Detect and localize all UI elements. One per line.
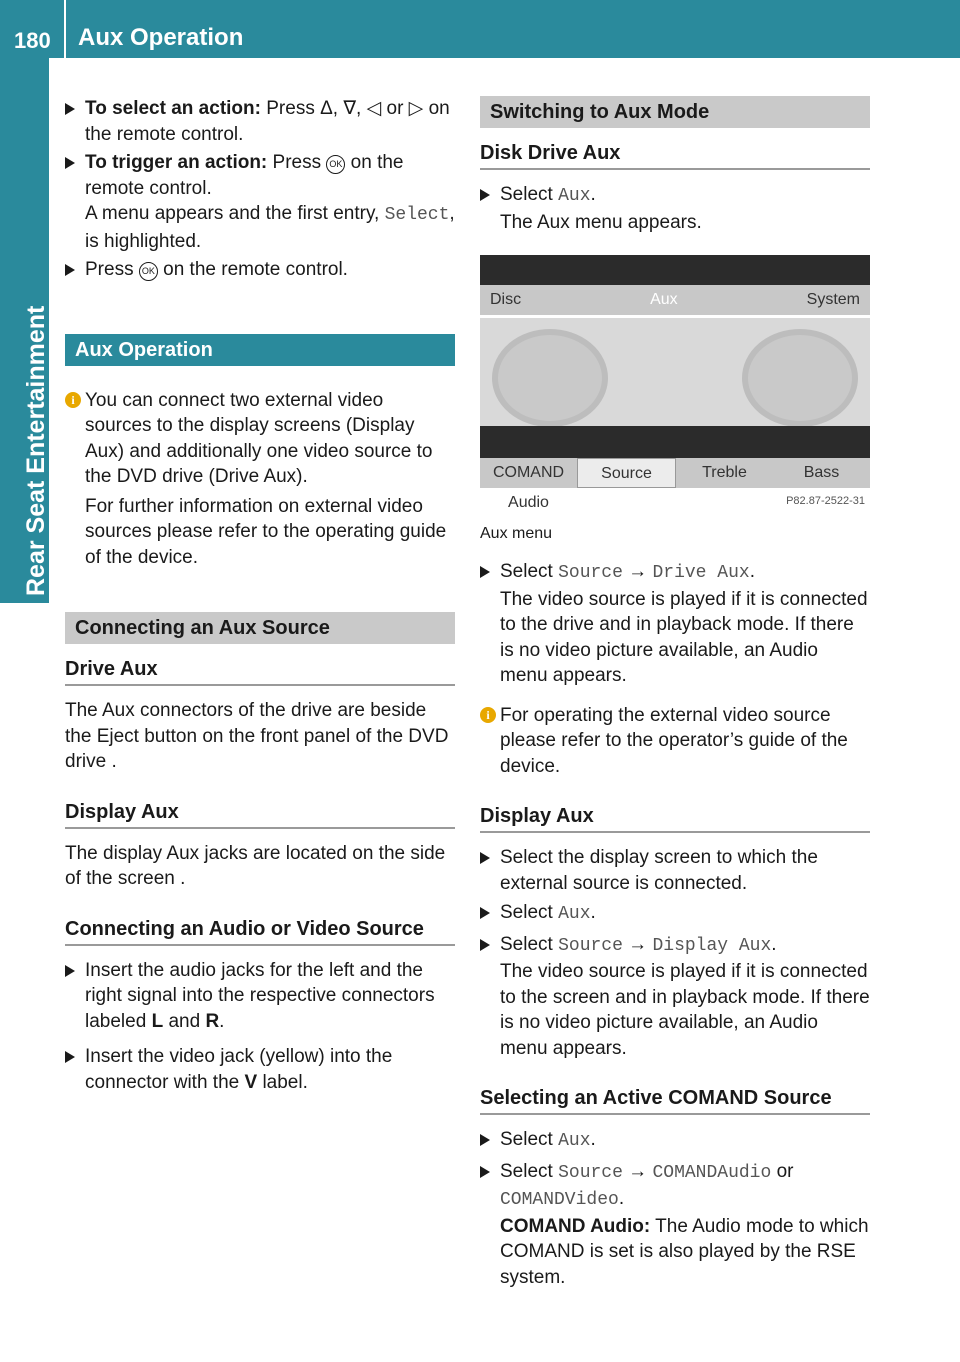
menu-entry-source: Source <box>558 935 623 956</box>
subheading-display-aux-2: Display Aux <box>480 805 870 833</box>
step-arrow-icon <box>480 1134 490 1146</box>
step-arrow-icon <box>480 852 490 864</box>
info-note <box>65 388 455 571</box>
step-text: and <box>163 1010 206 1032</box>
step-select-display-aux <box>480 932 870 1062</box>
bass-button: Bass <box>803 464 840 481</box>
step-select-comand <box>480 1159 870 1291</box>
step-arrow-icon <box>65 103 75 115</box>
step-text: label. <box>257 1071 308 1093</box>
step-text: Insert the video jack (yellow) into the connector with the <box>85 1046 393 1093</box>
screenshot-tab-row <box>480 285 870 315</box>
header-bar <box>0 0 960 58</box>
step-text: Press <box>267 152 327 173</box>
step-select-action <box>65 96 455 147</box>
step-arrow-icon <box>480 907 490 919</box>
step-label: To trigger an action: <box>85 152 268 173</box>
label-l: L <box>151 1010 164 1032</box>
subheading-drive-aux: Drive Aux <box>65 658 455 686</box>
menu-entry-source: Source <box>558 1162 623 1183</box>
step-text: Select the display screen to which the external source is connected. <box>500 847 818 894</box>
label-r: R <box>205 1010 220 1032</box>
info-icon: i <box>65 392 81 408</box>
step-text: The Aux menu appears. <box>500 211 702 233</box>
step-text: Select <box>500 561 559 582</box>
step-arrow-icon <box>65 965 75 977</box>
step-text: → <box>622 933 653 955</box>
step-text: Insert the audio jacks for the left and the right signal into the respective connectors labeled <box>85 959 435 1032</box>
step-label: COMAND Audio: <box>500 1215 651 1237</box>
source-button: Source <box>577 458 676 488</box>
step-text: . <box>771 933 777 955</box>
step-text: Select <box>500 933 559 955</box>
menu-entry-drive-aux: Drive Aux <box>652 563 750 583</box>
figure-caption: Aux menu <box>480 525 553 542</box>
section-heading-connecting: Connecting an Aux Source <box>65 612 455 644</box>
ok-button-icon: OK <box>139 262 158 281</box>
step-text: Select <box>500 1129 559 1150</box>
step-insert-video <box>65 1044 455 1095</box>
label-v: V <box>244 1071 258 1093</box>
step-text: or <box>771 1160 794 1182</box>
menu-entry-aux: Aux <box>558 1131 591 1151</box>
menu-entry-comandvideo: COMANDVideo <box>500 1190 619 1210</box>
step-text: . <box>590 184 596 205</box>
step-text: . <box>749 561 755 582</box>
display-aux-text: The display Aux jacks are located on the side of the screen . <box>65 842 446 889</box>
menu-entry-select: Select <box>384 205 450 225</box>
tab-system: System <box>806 291 860 308</box>
side-tab <box>0 58 49 603</box>
step-text: . <box>219 1010 225 1032</box>
step-text: Select <box>500 184 559 205</box>
step-select-aux <box>480 182 870 235</box>
section-heading-switching: Switching to Aux Mode <box>480 96 870 128</box>
subheading-active-source: Selecting an Active COMAND Source <box>480 1087 870 1115</box>
step-text: on the remote control. <box>157 259 348 280</box>
step-insert-audio <box>65 958 455 1035</box>
tab-aux: Aux <box>650 291 678 308</box>
step-text: Select <box>500 902 559 923</box>
menu-entry-aux: Aux <box>558 904 591 924</box>
subheading-audio-video: Connecting an Audio or Video Source <box>65 918 455 946</box>
step-text: → <box>622 1160 653 1182</box>
headphones-image <box>480 318 870 426</box>
step-text: Press Δ, ∇, ◁ or ▷ on the remote control. <box>85 98 450 145</box>
step-text: The video source is played if it is connected to the drive and in playback mode. If there is no video picture available, an Audio menu appears. <box>500 588 868 686</box>
step-trigger-action <box>65 150 455 254</box>
step-text: A menu appears and the first entry, <box>85 203 385 224</box>
tab-disc: Disc <box>490 291 522 308</box>
menu-entry-comandaudio: COMANDAudio <box>652 1162 772 1183</box>
step-text: The Audio mode to which COMAND is set is also played by the RSE system. <box>500 1215 869 1288</box>
step-select-display <box>480 845 870 896</box>
step-text: , is highlighted. <box>85 203 455 252</box>
step-arrow-icon <box>65 157 75 169</box>
side-tab-label: Rear Seat Entertainment <box>22 305 50 596</box>
menu-entry-display-aux: Display Aux <box>652 935 772 956</box>
left-column <box>65 96 455 1099</box>
drive-aux-text: The Aux connectors of the drive are beside the Eject button on the front panel of the DVD drive . <box>65 700 449 772</box>
menu-entry-aux: Aux <box>558 186 591 206</box>
step-text: Press <box>85 259 139 280</box>
menu-entry-source: Source <box>558 563 623 583</box>
image-code: P82.87-2522-31 <box>786 495 865 507</box>
step-select-drive-aux <box>480 559 870 689</box>
info-text: For further information on external video sources please refer to the operating guide of the device. <box>85 495 447 568</box>
subheading-display-aux: Display Aux <box>65 801 455 829</box>
step-text: → <box>622 561 653 582</box>
step-text: . <box>590 902 596 923</box>
step-arrow-icon <box>480 939 490 951</box>
aux-menu-screenshot <box>480 255 870 517</box>
step-select-aux-3 <box>480 1127 870 1155</box>
ok-button-icon: OK <box>326 155 345 174</box>
info-text: For operating the external video source please refer to the operator’s guide of the device. <box>500 704 848 777</box>
step-text: The video source is played if it is connected to the screen and in playback mode. If there is no video picture available, an Audio menu appears. <box>500 961 870 1059</box>
info-note <box>480 703 870 780</box>
right-column <box>480 96 870 1294</box>
step-arrow-icon <box>480 189 490 201</box>
screenshot-bottom-bar <box>480 426 870 458</box>
step-arrow-icon <box>480 1166 490 1178</box>
step-arrow-icon <box>65 264 75 276</box>
step-arrow-icon <box>480 566 490 578</box>
step-press-ok <box>65 257 455 283</box>
header-divider <box>64 0 66 58</box>
comand-audio-button: COMAND Audio <box>492 464 565 511</box>
info-icon: i <box>480 707 496 723</box>
subheading-disk-drive-aux: Disk Drive Aux <box>480 142 870 170</box>
step-arrow-icon <box>65 1051 75 1063</box>
step-select-aux-2 <box>480 900 870 928</box>
step-text: . <box>590 1129 596 1150</box>
page-number: 180 <box>14 28 51 53</box>
treble-button: Treble <box>702 464 747 481</box>
step-label: To select an action: <box>85 98 261 119</box>
info-text: You can connect two external video sources to the display screens (Display Aux) and additionally one video source to the DVD drive (Drive Aux). <box>85 389 433 487</box>
step-text: Select <box>500 1160 559 1182</box>
step-text: on the remote control. <box>85 152 404 199</box>
step-text: . <box>618 1188 625 1209</box>
running-title: Aux Operation <box>78 24 244 51</box>
section-heading-aux-operation: Aux Operation <box>65 334 455 366</box>
